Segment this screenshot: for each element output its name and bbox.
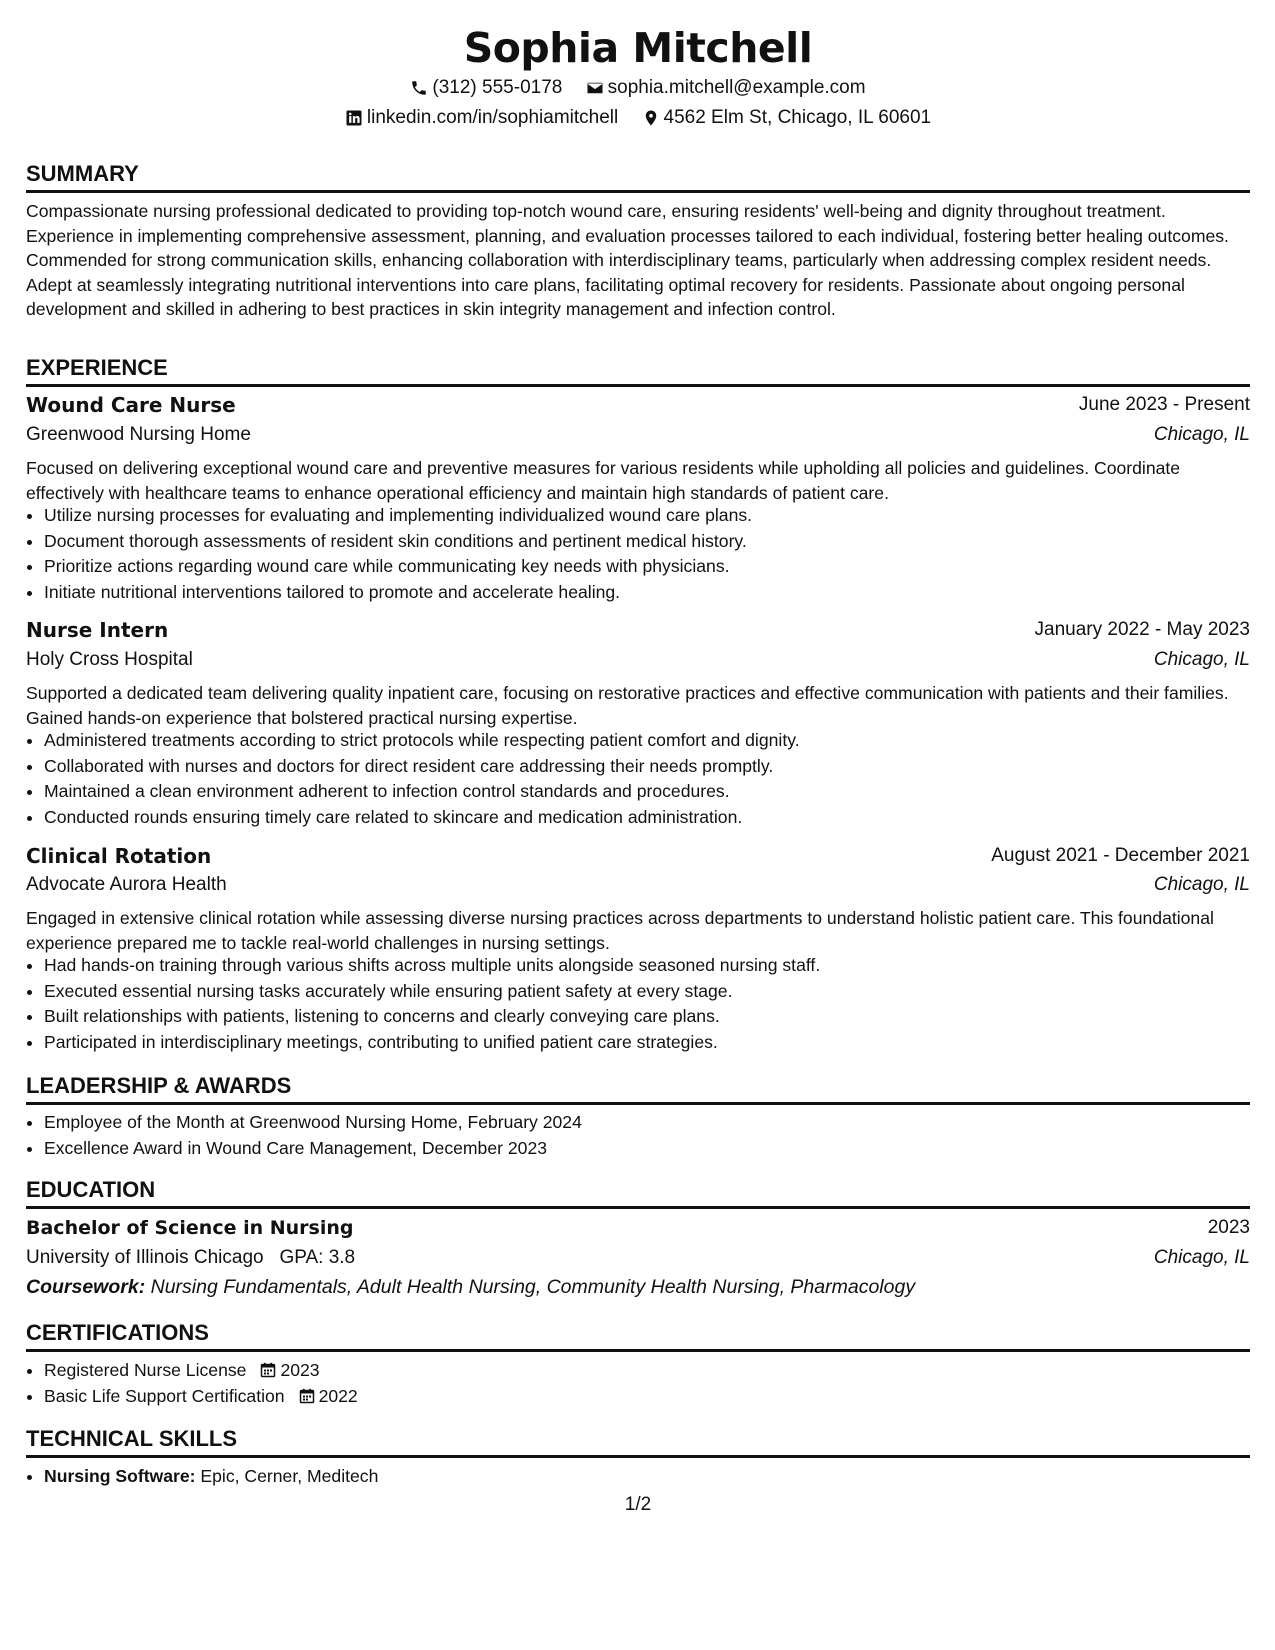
job-dates: January 2022 - May 2023 (1034, 619, 1250, 640)
coursework-label: Coursework: (26, 1276, 146, 1298)
skills-heading: TECHNICAL SKILLS (26, 1425, 1250, 1458)
list-item: • Executed essential nursing tasks accurately while ensuring patient safety at every stage. (44, 979, 1250, 1005)
job-title: Nurse Intern (26, 618, 169, 642)
candidate-name: Sophia Mitchell (463, 24, 813, 72)
list-item: • Administered treatments according to strict protocols while respecting patient comfort and dignity. (44, 728, 1250, 754)
coursework (26, 1274, 915, 1300)
job-company: Holy Cross Hospital (26, 649, 193, 670)
skill-label: Nursing Software: (44, 1466, 196, 1486)
list-item: • Initiate nutritional interventions tailored to promote and accelerate healing. (44, 580, 1250, 606)
cert-year: 2022 (318, 1385, 358, 1406)
degree-title: Bachelor of Science in Nursing (26, 1217, 354, 1239)
job-location: Chicago, IL (1153, 874, 1250, 895)
list-item: • Participated in interdisciplinary meetings, contributing to unified patient care strategies. (44, 1030, 1250, 1056)
address-text: 4562 Elm St, Chicago, IL 60601 (663, 107, 932, 128)
list-item: • Built relationships with patients, listening to concerns and clearly conveying care plans. (44, 1004, 1250, 1030)
address-item (642, 106, 932, 130)
cert-name: Registered Nurse License (44, 1360, 247, 1380)
list-item: • Had hands-on training through various shifts across multiple units alongside seasoned nursing staff. (44, 953, 1250, 979)
linkedin-text: linkedin.com/in/sophiamitchell (366, 107, 619, 128)
list-item: • Conducted rounds ensuring timely care related to skincare and medication administration. (44, 805, 1250, 831)
list-item: • Utilize nursing processes for evaluating and implementing individualized wound care plans. (44, 503, 1250, 529)
email-item[interactable] (586, 76, 866, 100)
school-line (26, 1245, 355, 1271)
job-location: Chicago, IL (1153, 424, 1250, 445)
job-dates: August 2021 - December 2021 (991, 845, 1250, 866)
envelope-icon (586, 79, 604, 97)
experience-heading: EXPERIENCE (26, 354, 1250, 387)
summary-heading: SUMMARY (26, 160, 1250, 193)
job-bullets (26, 503, 1250, 605)
linkedin-item[interactable] (345, 106, 618, 130)
certifications-heading: CERTIFICATIONS (26, 1319, 1250, 1352)
list-item: • Collaborated with nurses and doctors for direct resident care addressing their needs promptly. (44, 754, 1250, 780)
skill-value: Epic, Cerner, Meditech (200, 1466, 379, 1486)
coursework-list: Nursing Fundamentals, Adult Health Nursing, Community Health Nursing, Pharmacology (150, 1276, 916, 1298)
job-location: Chicago, IL (1153, 649, 1250, 670)
job-company: Greenwood Nursing Home (26, 424, 251, 445)
leadership-heading: LEADERSHIP & AWARDS (26, 1072, 1250, 1105)
job-dates: June 2023 - Present (1078, 394, 1250, 415)
leadership-list (26, 1110, 1250, 1161)
job-description: Supported a dedicated team delivering quality inpatient care, focusing on restorative practices and effective communication with patients and their families. Gained hands-on experience that bolstered practical nursing expertise. (26, 683, 1229, 728)
phone-text: (312) 555-0178 (432, 77, 563, 98)
map-pin-icon (642, 109, 660, 127)
skills-list (26, 1464, 1250, 1490)
school-name: University of Illinois Chicago (26, 1247, 264, 1268)
job-bullets (26, 953, 1250, 1055)
summary-text: Compassionate nursing professional dedicated to providing top-notch wound care, ensuring residents' well-being and dignity throughout treatment. Experience in implementing comprehensive assessment, planning, and evaluation processes tailored to each individual, fostering better healing outcomes. Commended for strong communication skills, enhancing collaboration with interdisciplinary teams, particularly when addressing complex resident needs. Adept at seamlessly integrating nutritional interventions into care plans, facilitating optimal recovery for residents. Passionate about ongoing personal development and skilled in adhering to best practices in skin integrity management and infection control. (26, 201, 1229, 319)
certifications-list (26, 1358, 1250, 1409)
job-description: Focused on delivering exceptional wound care and preventive measures for various residents while upholding all policies and guidelines. Coordinate effectively with healthcare teams to enhance operational efficiency and maintain high standards of patient care. (26, 458, 1181, 503)
job-title: Clinical Rotation (26, 844, 212, 868)
gpa: GPA: 3.8 (279, 1247, 356, 1268)
job-title: Wound Care Nurse (26, 393, 236, 417)
job-description: Engaged in extensive clinical rotation while assessing diverse nursing practices across departments to understand holistic patient care. This foundational experience prepared me to tackle real-world challenges in nursing settings. (26, 908, 1214, 953)
school-location: Chicago, IL (1153, 1247, 1250, 1268)
list-item (44, 1384, 1250, 1410)
list-item (44, 1358, 1250, 1384)
cert-name: Basic Life Support Certification (44, 1385, 285, 1406)
graduation-year: 2023 (1207, 1217, 1250, 1238)
email-text: sophia.mitchell@example.com (607, 77, 866, 98)
list-item: • Employee of the Month at Greenwood Nursing Home, February 2024 (44, 1110, 1250, 1136)
list-item (44, 1464, 1250, 1490)
linkedin-icon (345, 109, 363, 127)
contact-line-1 (26, 76, 1250, 104)
education-heading: EDUCATION (26, 1176, 1250, 1209)
list-item: • Excellence Award in Wound Care Management, December 2023 (44, 1136, 1250, 1162)
job-bullets (26, 728, 1250, 830)
resume-page (26, 0, 1250, 1650)
contact-line-2 (26, 106, 1250, 134)
page-number: 1/2 (624, 1494, 652, 1515)
calendar-icon (299, 1388, 315, 1404)
phone-icon (410, 79, 428, 97)
job-company: Advocate Aurora Health (26, 874, 227, 895)
list-item: • Prioritize actions regarding wound care while communicating key needs with physicians. (44, 554, 1250, 580)
cert-year: 2023 (280, 1360, 320, 1380)
phone-item[interactable] (410, 76, 562, 100)
list-item: • Maintained a clean environment adherent to infection control standards and procedures. (44, 779, 1250, 805)
calendar-icon (260, 1362, 276, 1378)
list-item: • Document thorough assessments of resident skin conditions and pertinent medical history. (44, 529, 1250, 555)
